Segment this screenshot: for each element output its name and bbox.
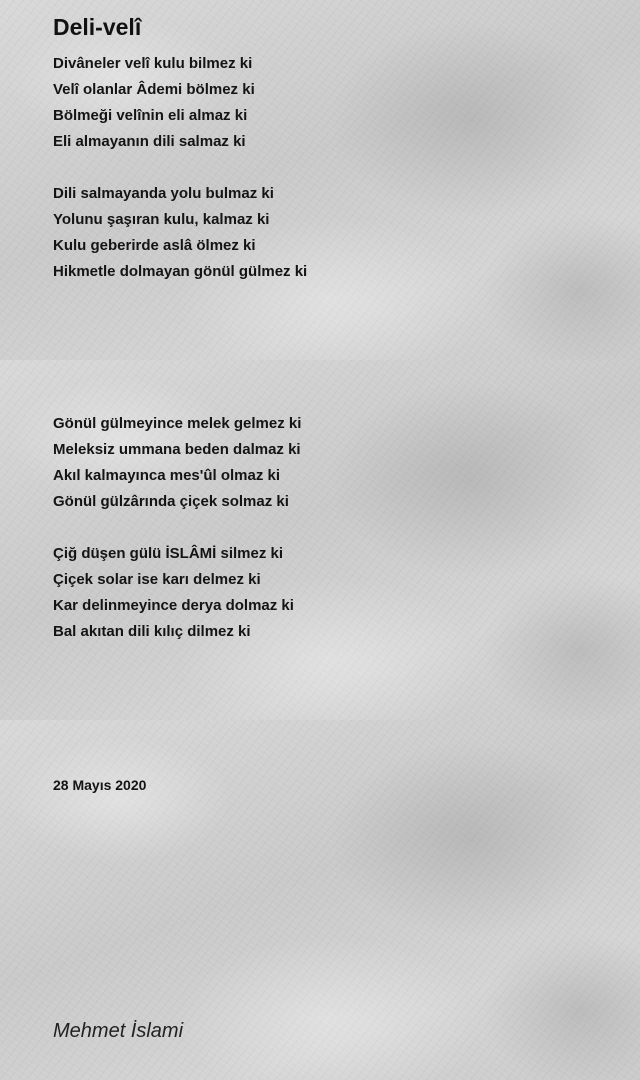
stanza-2 xyxy=(53,181,307,285)
poem-panel-bottom xyxy=(0,720,640,1080)
poem-line: Meleksiz ummana beden dalmaz ki xyxy=(53,441,301,458)
poem-line: Çiğ düşen gülü İSLÂMİ silmez ki xyxy=(53,545,284,562)
poem-line: Bal akıtan dili kılıç dilmez ki xyxy=(53,623,251,640)
stanza-4 xyxy=(53,541,294,645)
poem-line: Velî olanlar Âdemi bölmez ki xyxy=(53,81,255,98)
poem-line: Gönül gülmeyince melek gelmez ki xyxy=(53,415,302,432)
poem-line: Divâneler velî kulu bilmez ki xyxy=(53,55,253,72)
poem-line: Akıl kalmayınca mes'ûl olmaz ki xyxy=(53,467,281,484)
poem-title: Deli-velî xyxy=(53,14,142,40)
poem-line: Kulu geberirde aslâ ölmez ki xyxy=(53,237,256,254)
stanza-3 xyxy=(53,411,301,515)
poem-panel-middle xyxy=(0,360,640,720)
poem-author: Mehmet İslami xyxy=(53,1020,184,1042)
stanza-1 xyxy=(53,51,255,155)
poem-line: Dili salmayanda yolu bulmaz ki xyxy=(53,185,274,202)
poem-line: Gönül gülzârında çiçek solmaz ki xyxy=(53,493,289,510)
poem-line: Hikmetle dolmayan gönül gülmez ki xyxy=(53,263,308,280)
poem-line: Çiçek solar ise karı delmez ki xyxy=(53,571,261,588)
poem-line: Bölmeği velînin eli almaz ki xyxy=(53,107,248,124)
poem-line: Eli almayanın dili salmaz ki xyxy=(53,133,246,150)
poem-line: Yolunu şaşıran kulu, kalmaz ki xyxy=(53,211,270,228)
poem-panel-top xyxy=(0,0,640,360)
poem-date: 28 Mayıs 2020 xyxy=(53,777,147,793)
poem-line: Kar delinmeyince derya dolmaz ki xyxy=(53,597,294,614)
